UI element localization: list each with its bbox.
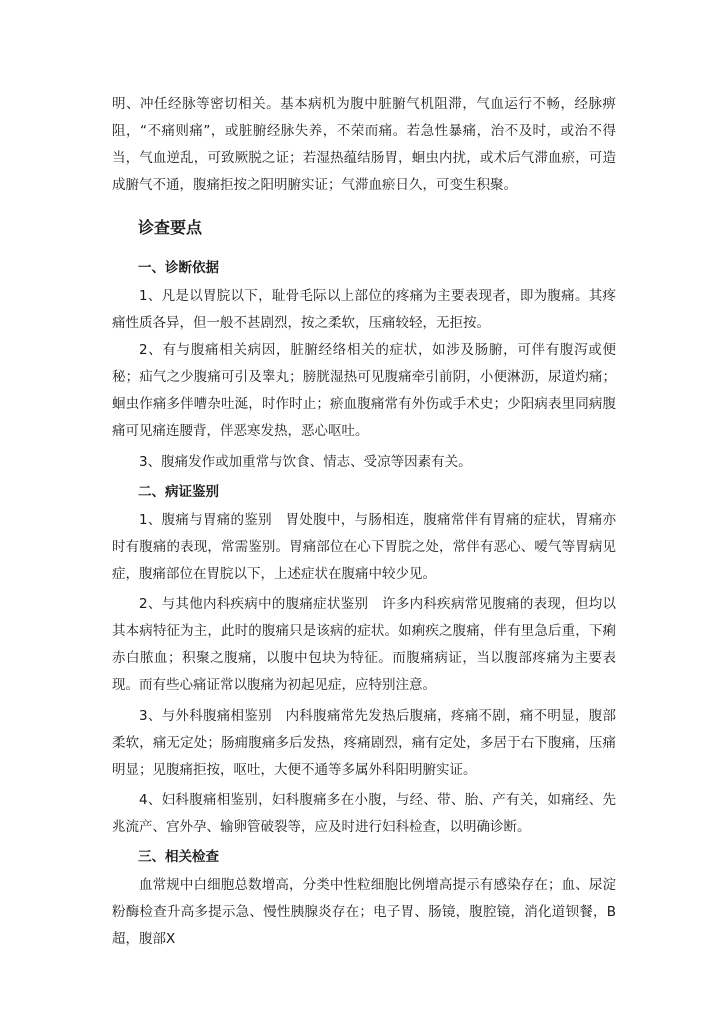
differential-paragraph-1: 1、腹痛与胃痛的鉴别 胃处腹中，与肠相连，腹痛常伴有胃痛的症状，胃痛亦时有腹痛的表现，常需鉴别。胃痛部位在心下胃脘之处，常伴有恶心、嗳气等胃病见症，腹痛部位在胃脘以下，上述症状在腹痛中较少见。 <box>112 512 616 582</box>
diagnosis-paragraph-2: 2、有与腹痛相关病因，脏腑经络相关的症状，如涉及肠腑，可伴有腹泻或便秘；疝气之少腹痛可引及睾丸；膀胱湿热可见腹痛牵引前阴，小便淋沥，尿道灼痛；蛔虫作痛多伴嘈杂吐涎，时作时止；瘀血腹痛常有外伤或手术史；少阳病表里同病腹痛可见痛连腰背，伴恶寒发热，恶心呕吐。 <box>112 342 616 439</box>
diagnosis-paragraph-1: 1、凡是以胃脘以下，耻骨毛际以上部位的疼痛为主要表现者，即为腹痛。其疼痛性质各异，但一般不甚剧烈，按之柔软，压痛较轻，无拒按。 <box>112 288 616 331</box>
subheading-diagnosis: 一、诊断依据 <box>138 260 219 276</box>
differential-paragraph-4: 4、妇科腹痛相鉴别，妇科腹痛多在小腹，与经、带、胎、产有关，如痛经、先兆流产、宫外孕、输卵管破裂等，应及时进行妇科检查，以明确诊断。 <box>112 792 616 835</box>
subheading-differential: 二、病证鉴别 <box>138 484 219 500</box>
differential-paragraph-2: 2、与其他内科疾病中的腹痛症状鉴别 许多内科疾病常见腹痛的表现，但均以其本病特征为主，此时的腹痛只是该病的症状。如痢疾之腹痛，伴有里急后重，下痢赤白脓血；积聚之腹痛，以腹中包块为特征。而腹痛病证，当以腹部疼痛为主要表现。而有些心痛证常以腹痛为初起见症，应特别注意。 <box>112 596 616 693</box>
subheading-examinations: 三、相关检查 <box>138 849 219 865</box>
diagnosis-paragraph-3: 3、腹痛发作或加重常与饮食、情志、受凉等因素有关。 <box>139 454 472 470</box>
intro-paragraph: 明、冲任经脉等密切相关。基本病机为腹中脏腑气机阻滞，气血运行不畅，经脉痹阻，“不痛则痛”，或脏腑经脉失养，不荣而痛。若急性暴痛，治不及时，或治不得当，气血逆乱，可致厥脱之证；若湿热蕴结肠胃，蛔虫内扰，或术后气滞血瘀，可造成腑气不通，腹痛拒按之阳明腑实证；气滞血瘀日久，可变生积聚。 <box>112 96 616 193</box>
differential-paragraph-3: 3、与外科腹痛相鉴别 内科腹痛常先发热后腹痛，疼痛不剧，痛不明显，腹部柔软，痛无定处；肠痈腹痛多后发热，疼痛剧烈，痛有定处，多居于右下腹痛，压痛明显；见腹痛拒按，呕吐，大便不通等多属外科阳明腑实证。 <box>112 708 616 778</box>
examinations-paragraph-1: 血常规中白细胞总数增高，分类中性粒细胞比例增高提示有感染存在；血、尿淀粉酶检查升高多提示急、慢性胰腺炎存在；电子胃、肠镜，腹腔镜，消化道钡餐，B超，腹部X <box>112 877 616 947</box>
section-title: 诊查要点 <box>138 218 203 237</box>
